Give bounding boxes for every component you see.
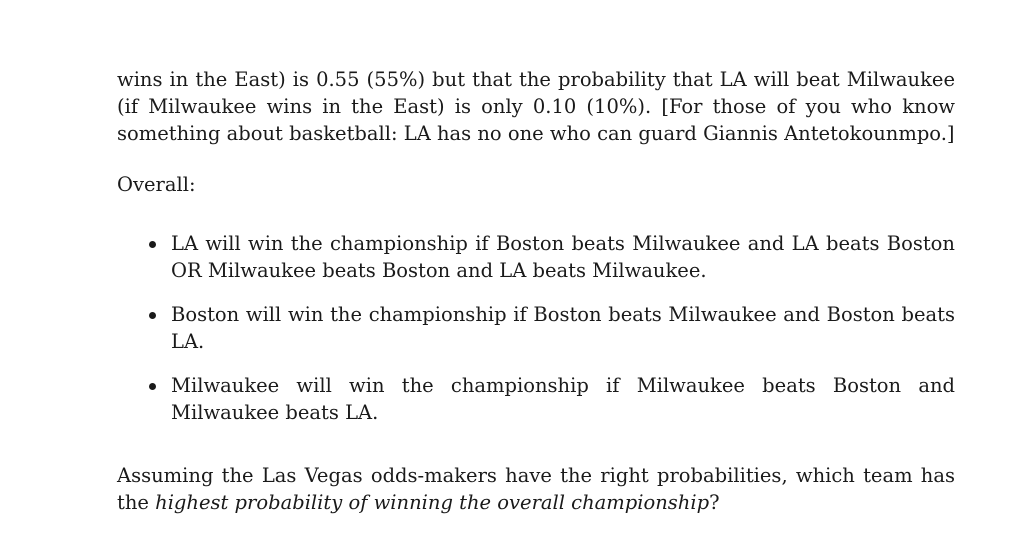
overall-label: Overall:	[117, 173, 196, 196]
bullet-icon	[149, 383, 156, 390]
list-item	[117, 230, 955, 284]
question-lead: Assuming the Las Vegas odds-makers have the right probabilities, which team has the	[117, 464, 955, 514]
list-item	[117, 301, 955, 355]
bullet-text: LA will win the championship if Boston beats Milwaukee and LA beats Boston OR Milwaukee beats Boston and LA beats Milwaukee.	[171, 232, 955, 282]
bullet-list	[117, 230, 955, 426]
bullet-icon	[149, 241, 156, 248]
question-italic: highest probability of winning the overall championship	[155, 491, 710, 514]
list-item	[117, 372, 955, 426]
bullet-text: Boston will win the championship if Boston beats Milwaukee and Boston beats LA.	[171, 303, 955, 353]
question-end: ?	[709, 491, 720, 514]
question-paragraph	[117, 462, 955, 516]
intro-paragraph: wins in the East) is 0.55 (55%) but that the probability that LA will beat Milwaukee (if Milwaukee wins in the East) is only 0.10 (10%). [For those of you who know something about basketball: LA has no one who can guard Giannis Antetokounmpo.]	[117, 68, 955, 145]
bullet-text: Milwaukee will win the championship if Milwaukee beats Boston and Milwaukee beats LA.	[171, 374, 955, 424]
document-page	[117, 66, 955, 516]
bullet-icon	[149, 312, 156, 319]
